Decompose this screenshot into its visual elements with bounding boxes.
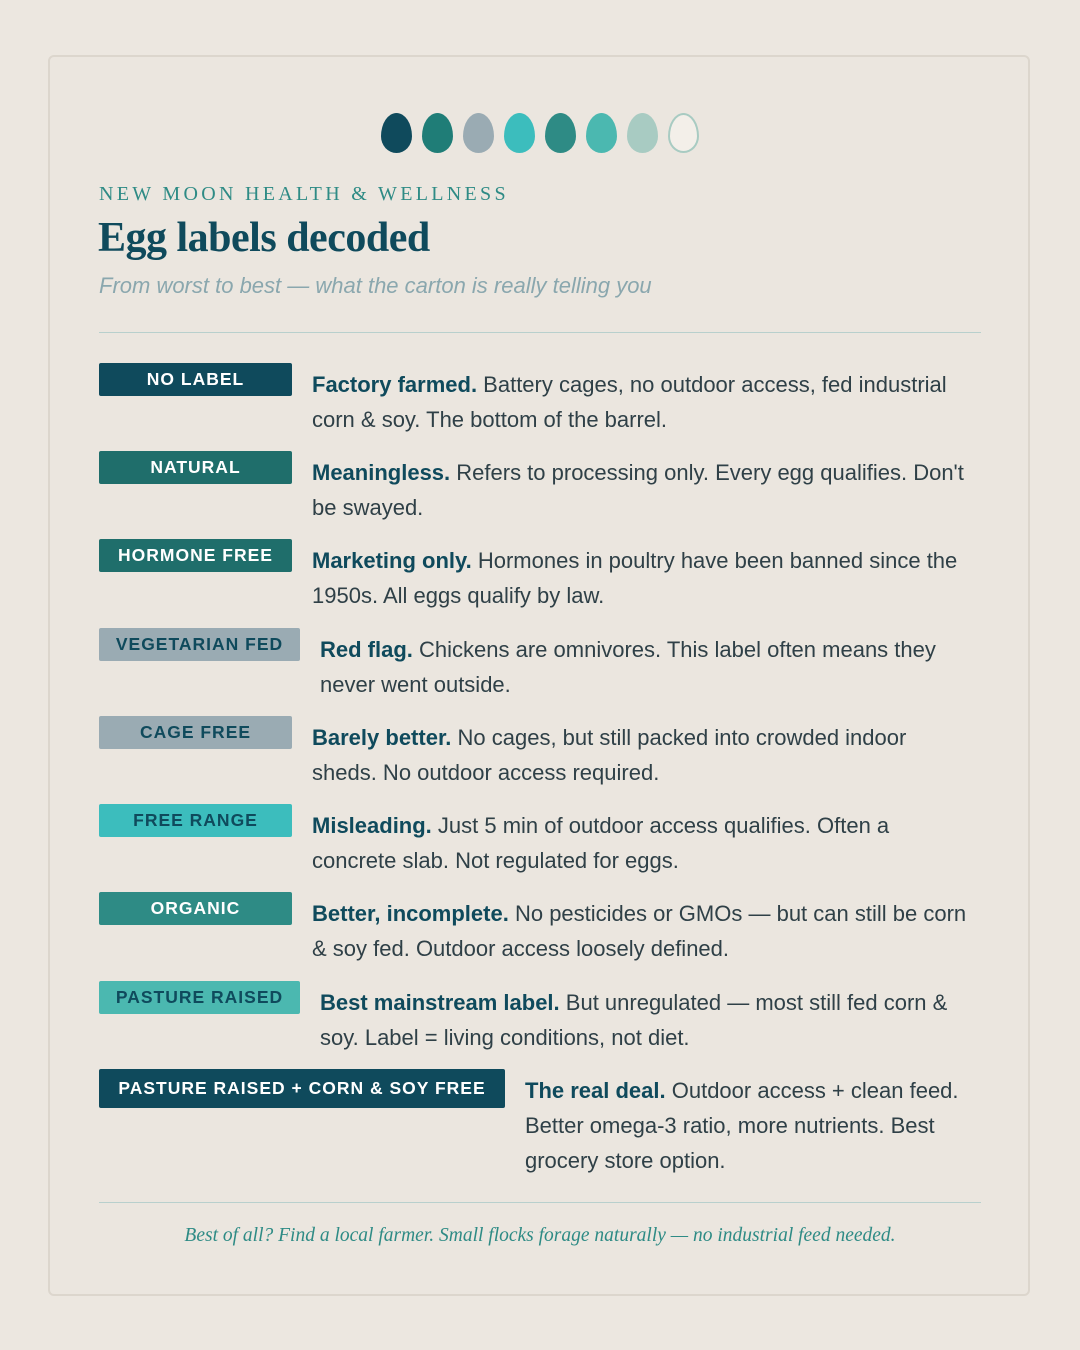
label-verdict: Marketing only. [312, 548, 472, 573]
label-description [320, 985, 985, 1055]
divider [99, 332, 981, 333]
egg-scale [381, 113, 699, 153]
label-badge: ORGANIC [99, 892, 292, 925]
egg-icon [463, 113, 494, 153]
label-verdict: Red flag. [320, 637, 413, 662]
label-verdict: Better, incomplete. [312, 901, 509, 926]
label-description [525, 1073, 981, 1178]
label-explanation: No cages, but still packed into crowded indoor sheds. No outdoor access required. [312, 725, 907, 785]
label-badge: PASTURE RAISED [99, 981, 300, 1014]
brand-name: NEW MOON HEALTH & WELLNESS [99, 183, 509, 205]
label-description [312, 896, 972, 966]
page-title: Egg labels decoded [98, 215, 430, 261]
label-verdict: Factory farmed. [312, 372, 478, 397]
label-badge: PASTURE RAISED + CORN & SOY FREE [99, 1069, 505, 1108]
label-verdict: Meaningless. [312, 460, 451, 485]
label-badge: HORMONE FREE [99, 539, 292, 572]
label-verdict: Barely better. [312, 725, 452, 750]
label-badge: CAGE FREE [99, 716, 292, 749]
egg-icon [668, 113, 699, 153]
egg-icon [627, 113, 658, 153]
label-explanation: Outdoor access + clean feed. Better omega-3 ratio, more nutrients. Best grocery store option. [525, 1078, 959, 1173]
label-badge: NATURAL [99, 451, 292, 484]
label-verdict: Best mainstream label. [320, 990, 560, 1015]
page-subtitle: From worst to best — what the carton is really telling you [99, 273, 652, 298]
footer-note: Best of all? Find a local farmer. Small flocks forage naturally — no industrial feed needed. [184, 1225, 896, 1246]
egg-icon [504, 113, 535, 153]
label-verdict: The real deal. [525, 1078, 666, 1103]
egg-icon [545, 113, 576, 153]
label-description [312, 455, 972, 525]
label-explanation: Refers to processing only. Every egg qualifies. Don't be swayed. [312, 460, 964, 520]
label-explanation: Hormones in poultry have been banned since the 1950s. All eggs qualify by law. [312, 548, 958, 608]
label-badge: NO LABEL [99, 363, 292, 396]
label-description [312, 543, 972, 613]
label-verdict: Misleading. [312, 813, 432, 838]
label-badge: FREE RANGE [99, 804, 292, 837]
label-description [312, 367, 972, 437]
label-description [320, 632, 960, 702]
label-explanation: Just 5 min of outdoor access qualifies. Often a concrete slab. Not regulated for eggs. [312, 813, 890, 873]
egg-icon [422, 113, 453, 153]
label-description [312, 808, 972, 878]
label-explanation: But unregulated — most still fed corn & soy. Label = living conditions, not diet. [320, 990, 948, 1050]
label-explanation: Chickens are omnivores. This label often means they never went outside. [320, 637, 936, 697]
label-description [312, 720, 972, 790]
divider [99, 1202, 981, 1203]
label-badge: VEGETARIAN FED [99, 628, 300, 661]
label-explanation: Battery cages, no outdoor access, fed industrial corn & soy. The bottom of the barrel. [312, 372, 947, 432]
egg-icon [586, 113, 617, 153]
label-explanation: No pesticides or GMOs — but can still be corn & soy fed. Outdoor access loosely defined. [312, 901, 967, 961]
egg-icon [381, 113, 412, 153]
